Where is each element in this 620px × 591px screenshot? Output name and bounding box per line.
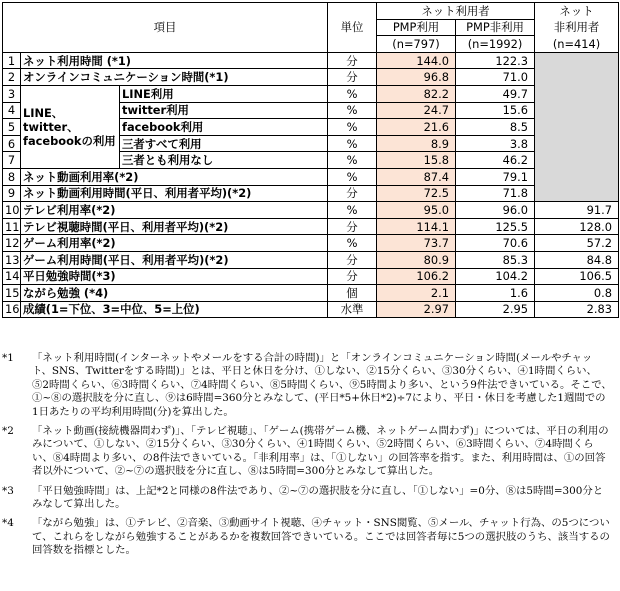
header-row-1 [3,3,619,20]
value-pmp-user: 2.1 [377,285,456,302]
header-item: 項目 [3,3,328,53]
row-label: 平日勉強時間(*3) [21,268,328,285]
value-non-user-empty [535,168,619,185]
table-row [3,285,619,302]
row-label: 成績(1=下位、3=中位、5=上位) [21,301,328,318]
table-row [3,235,619,252]
table-row [3,251,619,268]
header-pmp-user: PMP利用 [377,19,456,36]
value-non-user-empty [535,52,619,69]
table-body [3,52,619,318]
value-pmp-non-user: 15.6 [456,102,535,119]
value-non-user: 57.2 [535,235,619,252]
value-pmp-non-user: 70.6 [456,235,535,252]
footnote-text: 「ネット利用時間(インターネットやメールをする合計の時間)」と「オンラインコミュニケーション時間(メールやチャット、SNS、Twitterをする時間)」とは、平日と休日を分け、①しない、②15分くらい、③30分くらい、④1時間くらい、⑤2時間くらい、⑥3時間くらい、⑦4時間くらい、⑧5時間くらい、⑨5時間より多い、という9件法できいている。そこで、①~⑧の選択肢を分に直し、⑨は6時間=360分とみなして、(平日*5+休日*2)÷7により、平日・休日を考慮した1週間での1日あたりの平均利用時間(分)を算出した。 [32,352,612,418]
row-unit: 分 [328,69,377,86]
value-non-user-empty [535,152,619,169]
table-row [3,69,619,86]
table-row [3,168,619,185]
value-pmp-user: 106.2 [377,268,456,285]
value-pmp-non-user: 96.0 [456,202,535,219]
row-number: 13 [3,251,21,268]
value-pmp-user: 82.2 [377,85,456,102]
header-non-user-2: 非利用者 [535,19,619,36]
value-non-user-empty [535,119,619,136]
n-non: (n=414) [535,36,619,53]
value-non-user: 0.8 [535,285,619,302]
value-non-user: 128.0 [535,218,619,235]
row-unit: % [328,85,377,102]
row-unit: % [328,102,377,119]
row-number: 9 [3,185,21,202]
row-label: ながら勉強 (*4) [21,285,328,302]
value-pmp-user: 24.7 [377,102,456,119]
value-non-user: 106.5 [535,268,619,285]
row-label: オンラインコミュニケーション時間(*1) [21,69,328,86]
value-pmp-user: 80.9 [377,251,456,268]
value-pmp-user: 144.0 [377,52,456,69]
value-non-user-empty [535,185,619,202]
row-unit: % [328,168,377,185]
value-pmp-non-user: 8.5 [456,119,535,136]
row-number: 14 [3,268,21,285]
value-pmp-non-user: 49.7 [456,85,535,102]
value-non-user-empty [535,69,619,86]
value-non-user: 84.8 [535,251,619,268]
table-row [3,202,619,219]
row-label: テレビ利用率(*2) [21,202,328,219]
header-net-users: ネット利用者 [377,3,535,20]
value-pmp-user: 2.97 [377,301,456,318]
value-non-user: 2.83 [535,301,619,318]
footnote [0,425,618,479]
row-number: 8 [3,168,21,185]
row-label: twitter利用 [120,102,328,119]
header-unit: 単位 [328,3,377,53]
value-pmp-user: 8.9 [377,135,456,152]
value-non-user: 91.7 [535,202,619,219]
table-row [3,301,619,318]
row-number: 5 [3,119,21,136]
row-unit: 分 [328,268,377,285]
value-pmp-non-user: 122.3 [456,52,535,69]
table-row [3,85,619,102]
footnote-text: 「ながら勉強」は、①テレビ、②音楽、③動画サイト視聴、④チャット・SNS閲覧、⑤メール、チャット行為、の5つについて、これらをしながら勉強することがあるかを複数回答できいている。ここでは回答者毎に5つの選択肢のうち、該当するの回答数を指標とした。 [32,517,610,557]
value-pmp-non-user: 71.0 [456,69,535,86]
value-non-user-empty [535,102,619,119]
value-pmp-non-user: 3.8 [456,135,535,152]
n-nonpmp: (n=1992) [456,36,535,53]
footnote-text: 「平日勉強時間」は、上記*2と同様の8件法であり、②~⑦の選択肢を分に直し、「①しない」=0分、⑧は5時間=300分とみなして算出した。 [32,484,604,511]
value-pmp-non-user: 85.3 [456,251,535,268]
value-pmp-non-user: 125.5 [456,218,535,235]
row-unit: 水準 [328,301,377,318]
row-number: 10 [3,202,21,219]
value-pmp-non-user: 1.6 [456,285,535,302]
footnotes [0,352,618,564]
stats-table [2,2,619,318]
value-non-user-empty [535,135,619,152]
value-pmp-non-user: 71.8 [456,185,535,202]
row-number: 4 [3,102,21,119]
footnote-text: 「ネット動画(接続機器問わず)」、「テレビ視聴」、「ゲーム(携帯ゲーム機、ネットゲーム問わず)」については、平日の利用のみについて、①しない、②15分くらい、③30分くらい、④1時間くらい、⑤2時間くらい、⑥3時間くらい、⑦4時間くらい、⑧4時間より多い、の8件法できいている。「非利用率」は、「①しない」の回答率を指す。また、利用時間は、①の回答者以外について、②~⑦の選択肢を分に直し、⑧は5時間=300分とみなして算出した。 [32,425,609,478]
value-pmp-user: 72.5 [377,185,456,202]
value-pmp-non-user: 46.2 [456,152,535,169]
row-label: 三者とも利用なし [120,152,328,169]
row-unit: 分 [328,52,377,69]
row-unit: % [328,235,377,252]
row-number: 15 [3,285,21,302]
table-row [3,268,619,285]
value-pmp-user: 114.1 [377,218,456,235]
value-pmp-user: 73.7 [377,235,456,252]
row-label: ネット動画利用率(*2) [21,168,328,185]
table-row [3,218,619,235]
row-unit: % [328,135,377,152]
row-unit: 分 [328,218,377,235]
row-label: ゲーム利用率(*2) [21,235,328,252]
row-unit: % [328,202,377,219]
n-pmp: (n=797) [377,36,456,53]
table-row [3,52,619,69]
row-number: 16 [3,301,21,318]
row-label: ネット利用時間 (*1) [21,52,328,69]
value-pmp-user: 96.8 [377,69,456,86]
header-non-user: ネット [535,3,619,20]
group-label: LINE、twitter、facebookの利用 [21,85,120,168]
footnote [0,517,618,557]
row-number: 3 [3,85,21,102]
row-label: 三者すべて利用 [120,135,328,152]
footnote-mark: *3 [2,484,14,497]
value-pmp-non-user: 79.1 [456,168,535,185]
row-unit: 分 [328,185,377,202]
row-number: 11 [3,218,21,235]
row-number: 6 [3,135,21,152]
row-number: 2 [3,69,21,86]
row-number: 12 [3,235,21,252]
row-unit: 分 [328,251,377,268]
footnote-mark: *2 [2,425,14,438]
footnote [0,352,618,419]
row-label: ゲーム利用時間(平日、利用者平均)(*2) [21,251,328,268]
footnote [0,485,618,512]
value-pmp-user: 87.4 [377,168,456,185]
row-label: LINE利用 [120,85,328,102]
value-pmp-non-user: 2.95 [456,301,535,318]
row-label: テレビ視聴時間(平日、利用者平均)(*2) [21,218,328,235]
table-row [3,185,619,202]
value-pmp-user: 21.6 [377,119,456,136]
footnote-mark: *1 [2,352,14,364]
row-unit: 個 [328,285,377,302]
row-number: 7 [3,152,21,169]
row-unit: % [328,152,377,169]
value-non-user-empty [535,85,619,102]
row-label: facebook利用 [120,119,328,136]
footnote-mark: *4 [2,517,14,530]
value-pmp-user: 95.0 [377,202,456,219]
value-pmp-non-user: 104.2 [456,268,535,285]
row-unit: % [328,119,377,136]
header-pmp-non-user: PMP非利用 [456,19,535,36]
row-number: 1 [3,52,21,69]
row-label: ネット動画利用時間(平日、利用者平均)(*2) [21,185,328,202]
value-pmp-user: 15.8 [377,152,456,169]
